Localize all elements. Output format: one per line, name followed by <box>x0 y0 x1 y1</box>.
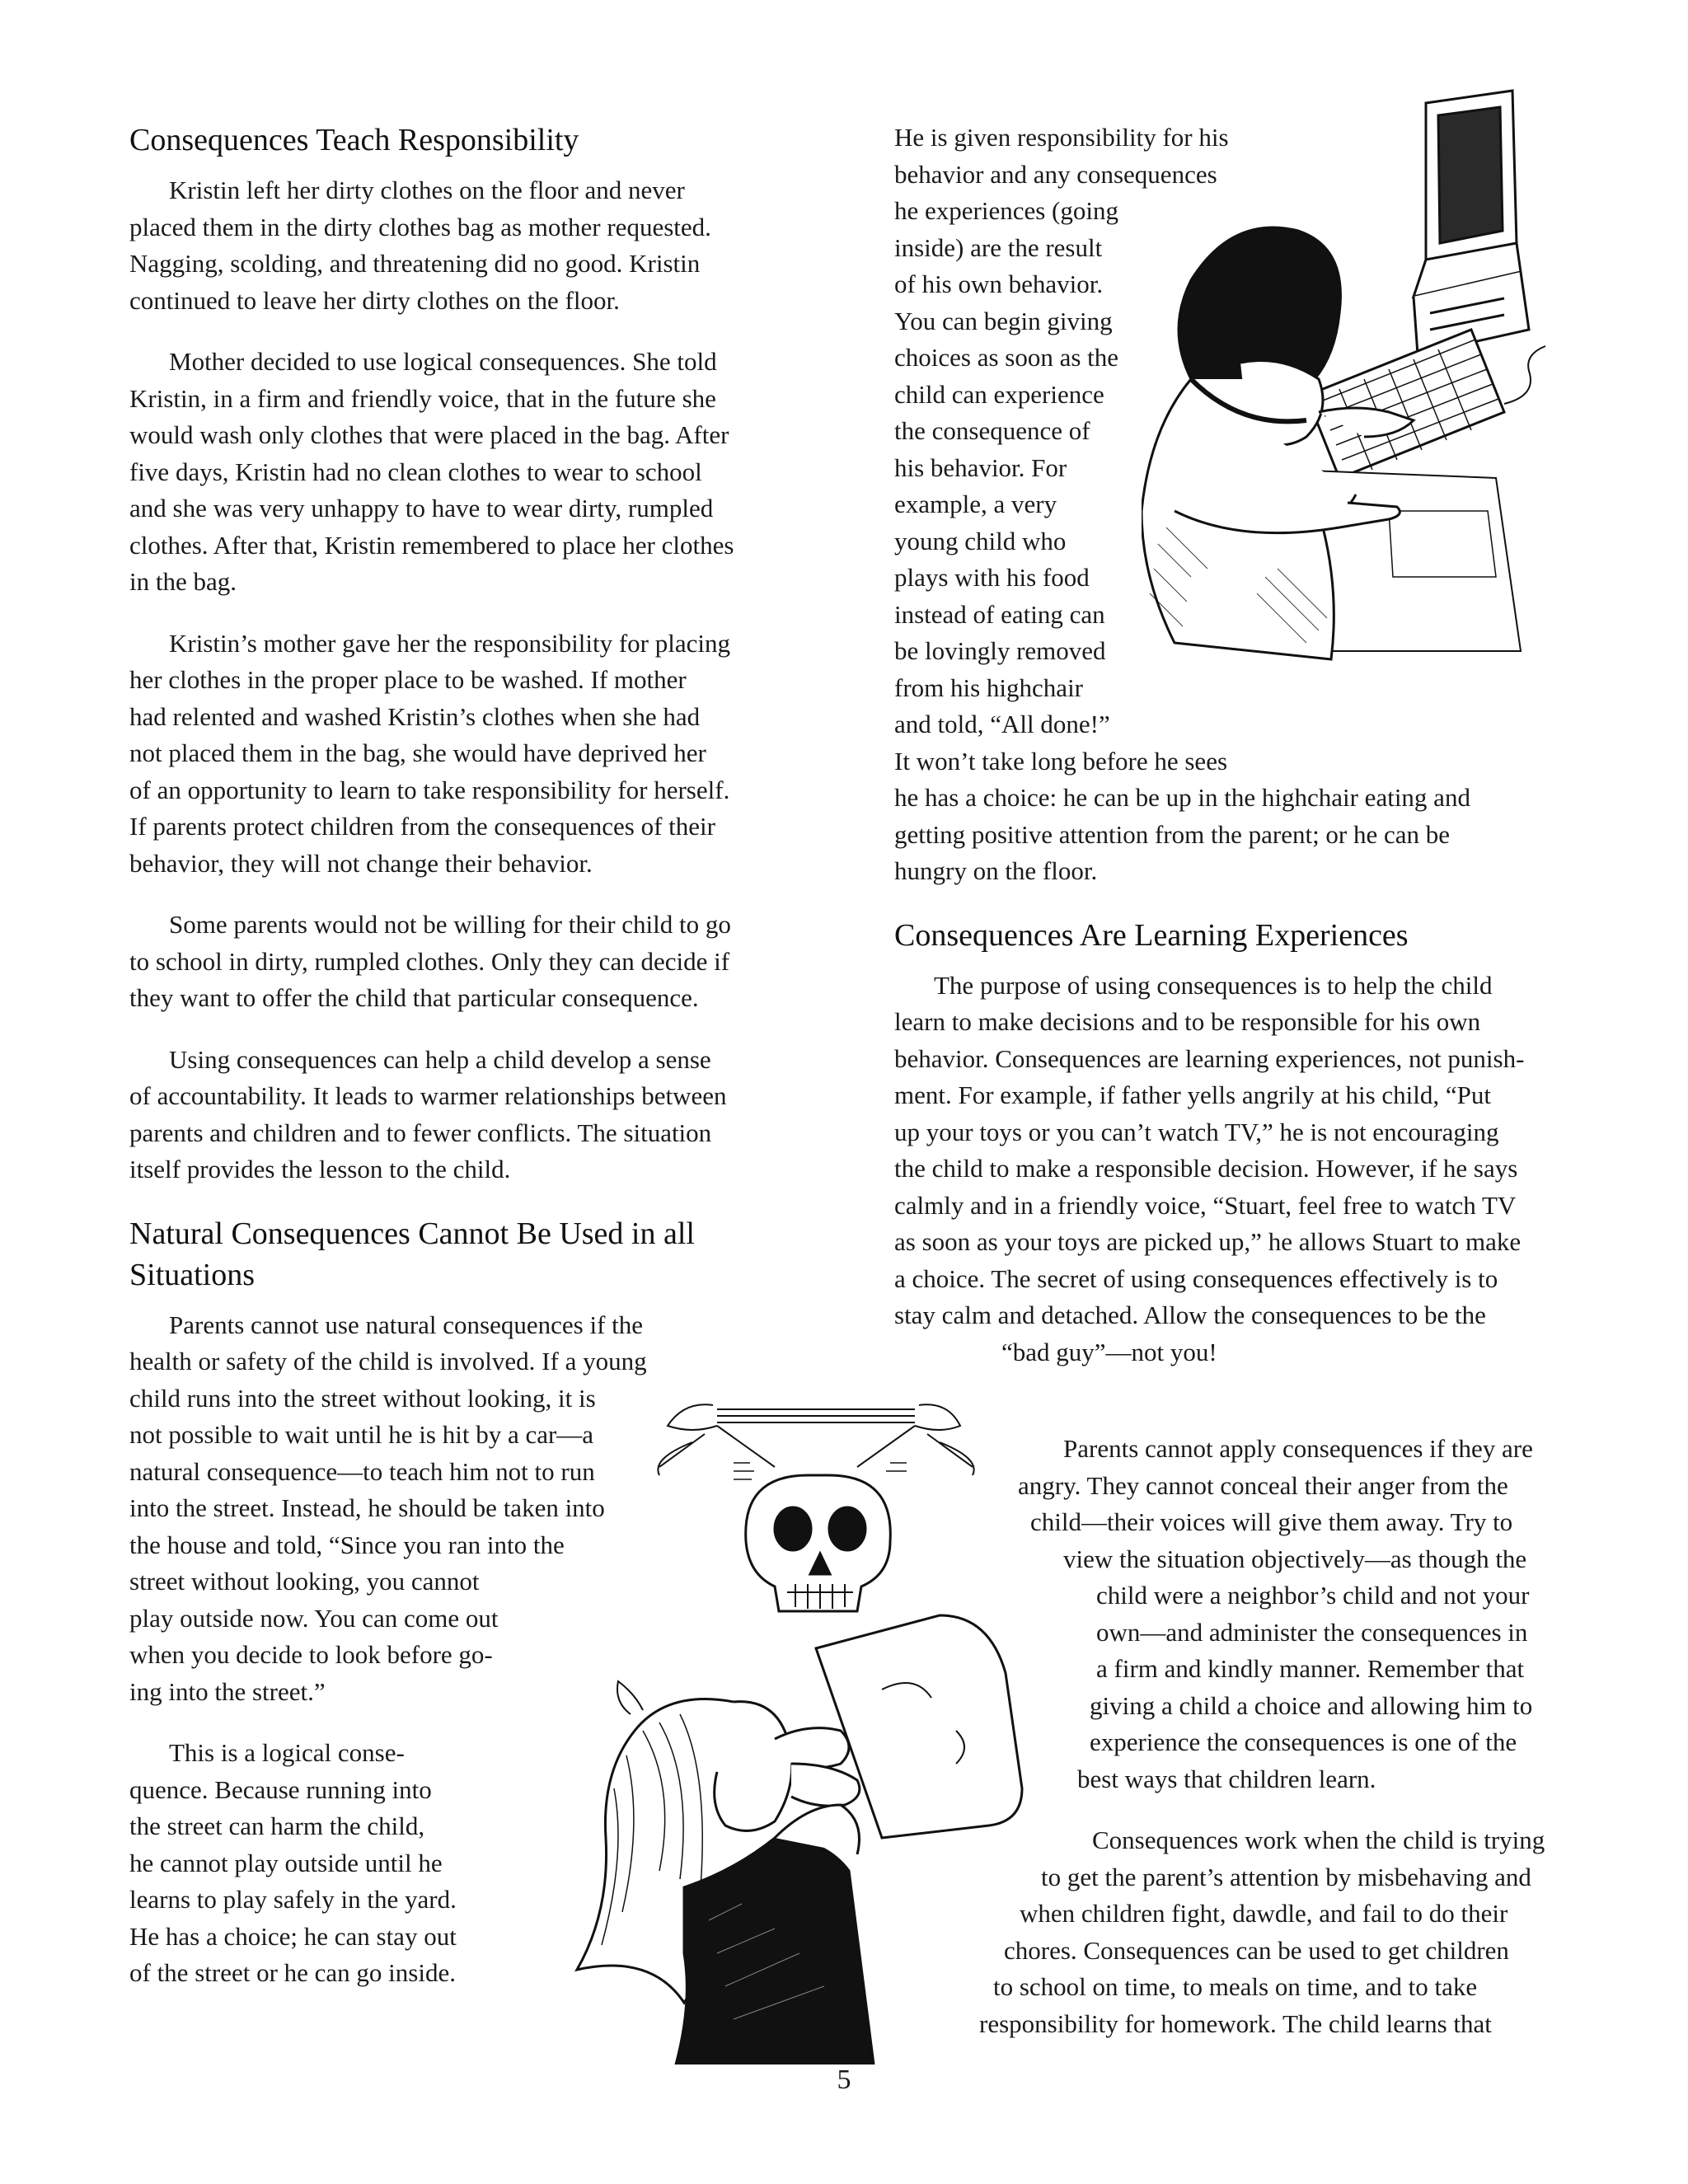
text-line: stay calm and detached. Allow the consequences to be the <box>894 1301 1486 1329</box>
text-line: a choice. The secret of using consequences effectively is to <box>894 1263 1498 1293</box>
text-line: parents and children and to fewer conflicts. The situation <box>129 1118 712 1147</box>
text-line: Kristin left her dirty clothes on the floor and never <box>169 176 685 204</box>
text-line: of his own behavior. <box>894 269 1104 298</box>
text-line: his behavior. For <box>894 452 1067 482</box>
text-line: as soon as your toys are picked up,” he allows Stuart to make <box>894 1227 1522 1256</box>
text-line: child—their voices will give them away. Try to <box>1030 1507 1513 1536</box>
text-line: had relented and washed Kristin’s clothes when she had <box>129 701 701 731</box>
text-line: to school in dirty, rumpled clothes. Only they can decide if <box>129 946 730 976</box>
text-line: getting positive attention from the parent; or he can be <box>894 819 1451 849</box>
text-line: child can experience <box>894 379 1104 409</box>
text-line: example, a very <box>894 490 1057 518</box>
text-line: to get the parent’s attention by misbehaving and <box>1041 1862 1531 1891</box>
paragraph-some-parents <box>129 907 830 1017</box>
text-line: child runs into the street without looking, it is <box>129 1383 596 1413</box>
text-line: not possible to wait until he is hit by a car—a <box>129 1420 594 1449</box>
text-line: If parents protect children from the consequences of their <box>129 812 715 841</box>
text-line: hungry on the floor. <box>894 856 1098 885</box>
text-line: the house and told, “Since you ran into the <box>129 1530 565 1559</box>
text-line: plays with his food <box>894 563 1090 592</box>
text-line: Parents cannot use natural consequences if the <box>169 1310 644 1339</box>
text-line: ment. For example, if father yells angrily at his child, “Put <box>894 1080 1492 1109</box>
text-line: the child to make a responsible decision. However, if he says <box>894 1154 1518 1183</box>
text-line: The purpose of using consequences is to help the child <box>934 970 1493 1000</box>
text-line: Using consequences can help a child develop a sense <box>169 1044 711 1074</box>
text-line: He is given responsibility for his <box>894 123 1229 152</box>
text-line: to school on time, to meals on time, and to take <box>993 1972 1478 2001</box>
text-line: angry. They cannot conceal their anger from the <box>1018 1470 1508 1500</box>
text-line: chores. Consequences can be used to get children <box>1004 1935 1509 1965</box>
paragraph-logical-consequences <box>129 344 830 601</box>
text-line: he has a choice: he can be up in the highchair eating and <box>894 783 1470 812</box>
text-line: would wash only clothes that were placed in the bag. After <box>129 420 729 449</box>
text-line: play outside now. You can come out <box>129 1603 499 1633</box>
text-line: giving a child a choice and allowing him to <box>1090 1690 1533 1720</box>
text-line: own—and administer the consequences in <box>1096 1617 1528 1647</box>
text-line: view the situation objectively—as though the <box>1063 1544 1527 1573</box>
text-line: best ways that children learn. <box>1077 1764 1376 1793</box>
text-line: Kristin, in a firm and friendly voice, that in the future she <box>129 383 716 413</box>
heading-consequences-teach-responsibility: Consequences Teach Responsibility <box>129 123 579 157</box>
text-line: be lovingly removed <box>894 636 1106 665</box>
text-line: child were a neighbor’s child and not your <box>1096 1581 1530 1610</box>
text-line: This is a logical conse- <box>169 1738 405 1767</box>
text-line: learns to play safely in the yard. <box>129 1885 457 1914</box>
text-line: “bad guy”—not you! <box>1001 1337 1217 1366</box>
text-line: they want to offer the child that particular consequence. <box>129 983 699 1012</box>
paragraph-purpose <box>894 968 1603 1371</box>
text-line: responsibility for homework. The child learns that <box>979 2008 1492 2038</box>
text-line: when children fight, dawdle, and fail to do their <box>1020 1899 1508 1928</box>
boy-at-computer-illustration <box>1142 82 1562 725</box>
text-line: and told, “All done!” <box>894 710 1110 738</box>
text-line: inside) are the result <box>894 232 1103 262</box>
text-line: the street can harm the child, <box>129 1811 425 1840</box>
text-line: itself provides the lesson to the child. <box>129 1155 511 1183</box>
text-line: natural consequence—to teach him not to run <box>129 1456 595 1486</box>
text-line: street without looking, you cannot <box>129 1567 480 1596</box>
text-line: up your toys or you can’t watch TV,” he is not encouraging <box>894 1117 1499 1146</box>
text-line: he cannot play outside until he <box>129 1848 443 1877</box>
text-line: calmly and in a friendly voice, “Stuart, feel free to watch TV <box>894 1190 1517 1220</box>
text-line: quence. Because running into <box>129 1774 432 1804</box>
text-line: when you decide to look before go- <box>129 1640 493 1669</box>
text-line: Some parents would not be willing for their child to go <box>169 910 731 939</box>
text-line: ing into the street.” <box>129 1676 326 1706</box>
text-line: He has a choice; he can stay out <box>129 1921 457 1951</box>
text-line: placed them in the dirty clothes bag as mother requested. <box>129 212 711 241</box>
text-line: he experiences (going <box>894 196 1118 225</box>
text-line: health or safety of the child is involved. If a young <box>129 1347 647 1376</box>
text-line: behavior. Consequences are learning experiences, not punish- <box>894 1043 1525 1073</box>
text-line: of accountability. It leads to warmer relationships between <box>129 1081 727 1110</box>
text-line: young child who <box>894 526 1067 555</box>
heading-learning-experiences: Consequences Are Learning Experiences <box>894 917 1409 953</box>
text-line: behavior, they will not change their behavior. <box>129 848 593 878</box>
text-line: experience the consequences is one of the <box>1090 1727 1517 1756</box>
text-line: Nagging, scolding, and threatening did no good. Kristin <box>129 249 701 278</box>
text-line: instead of eating can <box>894 599 1105 629</box>
text-line: not placed them in the bag, she would have deprived her <box>129 738 706 767</box>
text-line: Kristin’s mother gave her the responsibility for placing <box>169 628 730 658</box>
text-line: and she was very unhappy to have to wear dirty, rumpled <box>129 494 714 523</box>
paragraph-kristin-clothes <box>129 172 830 319</box>
text-line: in the bag. <box>129 567 237 596</box>
text-line: Natural Consequences Cannot Be Used in all <box>129 1216 695 1251</box>
page-number: 5 <box>837 2064 851 2095</box>
text-line: continued to leave her dirty clothes on the floor. <box>129 285 620 315</box>
text-line: It won’t take long before he sees <box>894 746 1228 776</box>
text-line: a firm and kindly manner. Remember that <box>1096 1654 1525 1683</box>
heading-natural-consequences <box>129 1213 830 1296</box>
text-line: her clothes in the proper place to be washed. If mother <box>129 665 687 694</box>
text-line: Parents cannot apply consequences if they are <box>1063 1434 1533 1463</box>
poison-bottle-girl-illustration <box>528 1376 1039 2064</box>
text-line: into the street. Instead, he should be taken into <box>129 1493 605 1522</box>
text-line: of an opportunity to learn to take responsibility for herself. <box>129 775 730 804</box>
text-line: Situations <box>129 1257 256 1292</box>
text-line: learn to make decisions and to be responsible for his own <box>894 1007 1481 1036</box>
text-line: of the street or he can go inside. <box>129 1958 456 1987</box>
text-line: You can begin giving <box>894 306 1113 335</box>
paragraph-accountability <box>129 1042 830 1188</box>
text-line: behavior and any consequences <box>894 159 1217 189</box>
text-line: clothes. After that, Kristin remembered to place her clothes <box>129 530 734 560</box>
paragraph-responsibility <box>129 626 830 883</box>
text-line: choices as soon as the <box>894 343 1119 372</box>
text-line: Mother decided to use logical consequences. She told <box>169 347 717 376</box>
text-line: the consequence of <box>894 416 1090 445</box>
text-line: from his highchair <box>894 673 1084 702</box>
text-line: five days, Kristin had no clean clothes to wear to school <box>129 457 702 486</box>
text-line: Consequences work when the child is trying <box>1092 1825 1545 1854</box>
